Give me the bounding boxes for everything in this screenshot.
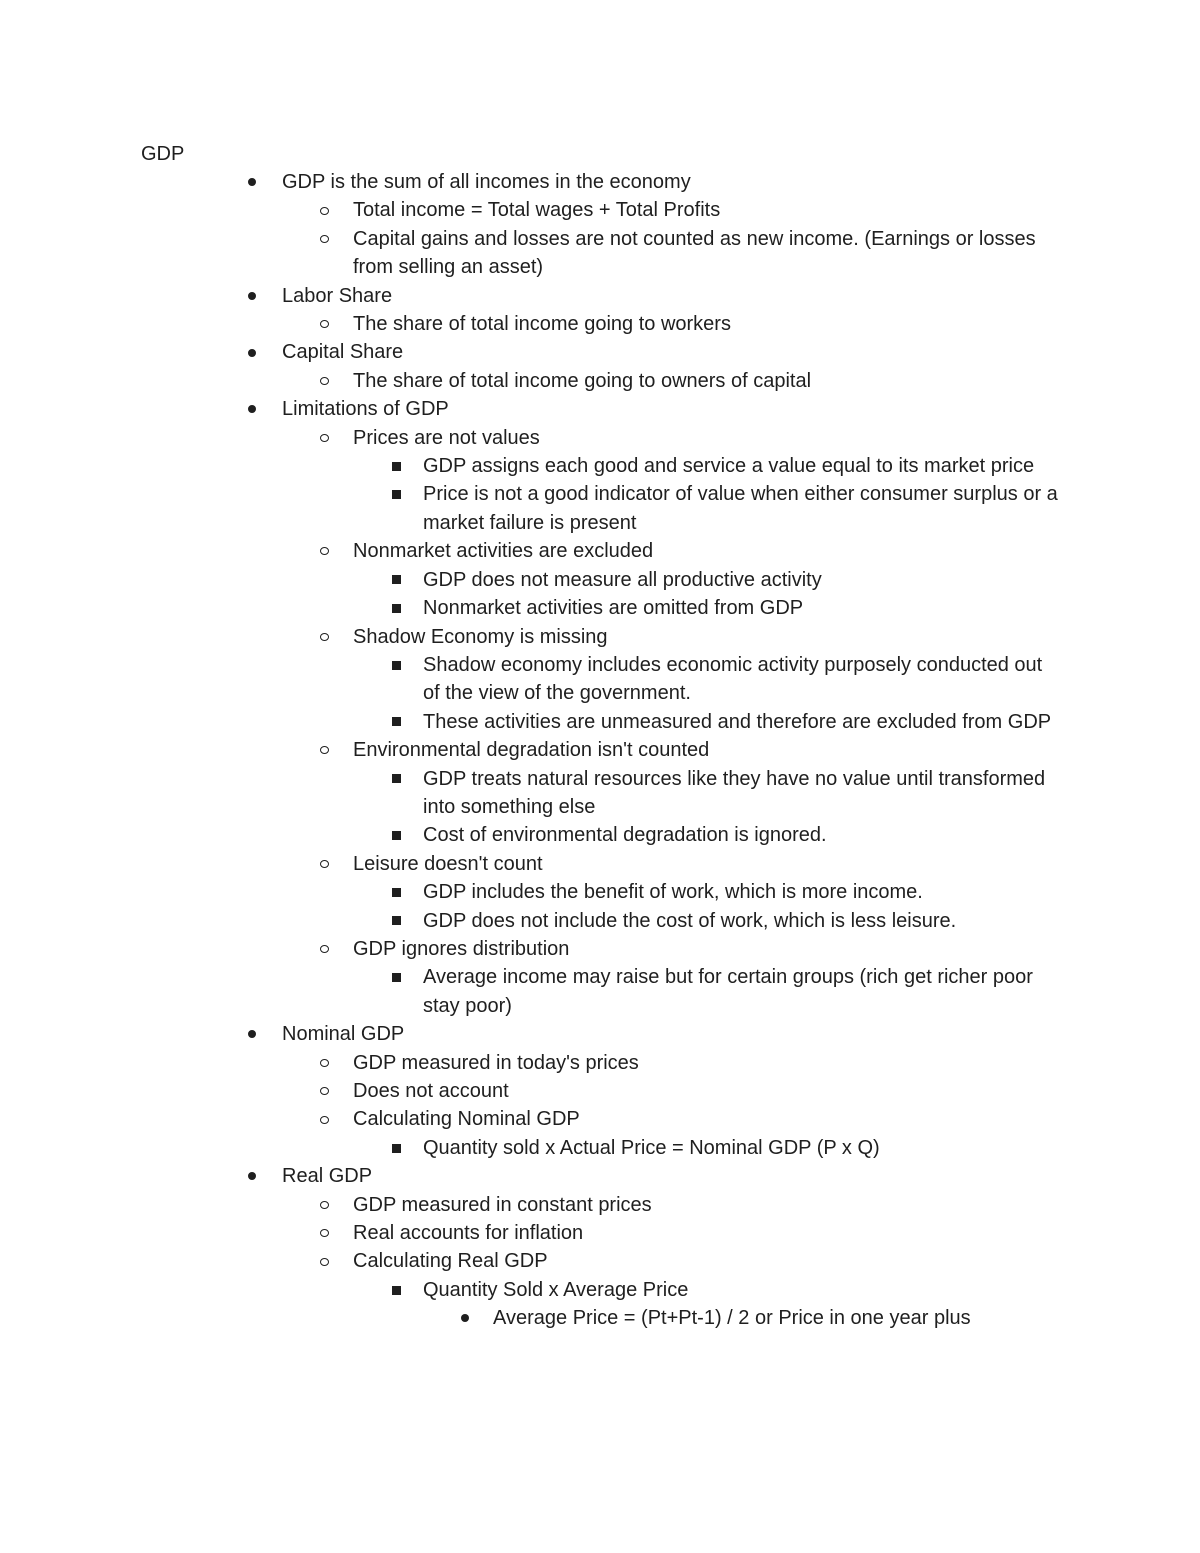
filled-square-bullet-icon bbox=[389, 480, 403, 508]
list-item bbox=[423, 1276, 1063, 1304]
list-item-text: GDP assigns each good and service a value equal to its market price bbox=[423, 455, 1035, 478]
hollow-circle-bullet-icon bbox=[317, 1219, 331, 1247]
document-title: GDP bbox=[141, 143, 185, 165]
hollow-circle-bullet-icon bbox=[317, 310, 331, 338]
list-item-text: GDP does not include the cost of work, which is less leisure. bbox=[423, 909, 957, 932]
list-item-text: GDP ignores distribution bbox=[353, 937, 570, 960]
list-item bbox=[423, 480, 1063, 537]
list-item bbox=[423, 708, 1063, 736]
hollow-circle-bullet-icon bbox=[317, 1077, 331, 1105]
list-item-text: Capital gains and losses are not counted as new income. (Earnings or losses from selling an asset) bbox=[353, 227, 1036, 279]
hollow-circle-bullet-icon bbox=[317, 736, 331, 764]
filled-square-bullet-icon bbox=[389, 765, 403, 793]
list-item-text: Nonmarket activities are excluded bbox=[353, 540, 654, 563]
list-item bbox=[423, 1134, 1063, 1162]
list-item-text: GDP does not measure all productive activity bbox=[423, 568, 822, 591]
hollow-circle-bullet-icon bbox=[317, 1247, 331, 1275]
list-item-text: Total income = Total wages + Total Profits bbox=[353, 199, 721, 222]
hollow-circle-bullet-icon bbox=[317, 1105, 331, 1133]
list-item bbox=[282, 395, 1042, 423]
filled-circle-bullet-icon bbox=[458, 1304, 472, 1332]
filled-square-bullet-icon bbox=[389, 452, 403, 480]
filled-square-bullet-icon bbox=[389, 1276, 403, 1304]
list-item-text: GDP is the sum of all incomes in the economy bbox=[282, 171, 691, 193]
list-item-text: The share of total income going to workers bbox=[353, 313, 731, 336]
list-item bbox=[353, 424, 1053, 452]
hollow-circle-bullet-icon bbox=[317, 424, 331, 452]
filled-circle-bullet-icon bbox=[245, 282, 259, 310]
list-item-text: Capital Share bbox=[282, 341, 404, 364]
list-item bbox=[353, 623, 1053, 651]
list-item bbox=[353, 310, 1053, 338]
filled-square-bullet-icon bbox=[389, 594, 403, 622]
list-item bbox=[353, 850, 1053, 878]
list-item bbox=[353, 736, 1053, 764]
filled-circle-bullet-icon bbox=[245, 395, 259, 423]
list-item bbox=[353, 1191, 1053, 1219]
list-item bbox=[353, 1247, 1053, 1275]
list-item-text: Shadow economy includes economic activity purposely conducted out of the view of the government. bbox=[423, 653, 1043, 705]
list-item bbox=[423, 566, 1063, 594]
list-item-text: GDP treats natural resources like they have no value until transformed into something else bbox=[423, 767, 1046, 818]
list-item bbox=[423, 594, 1063, 622]
hollow-circle-bullet-icon bbox=[317, 850, 331, 878]
list-item-text: Price is not a good indicator of value when either consumer surplus or a market failure is present bbox=[423, 483, 1058, 534]
list-item-text: The share of total income going to owners of capital bbox=[353, 369, 812, 392]
filled-square-bullet-icon bbox=[389, 907, 403, 935]
list-item bbox=[423, 821, 1063, 849]
list-item-text: Shadow Economy is missing bbox=[353, 625, 608, 648]
list-item-text: Nominal GDP bbox=[282, 1023, 405, 1046]
list-item-text: Average Price = (Pt+Pt-1) / 2 or Price in one year plus bbox=[493, 1307, 971, 1330]
list-item-text: Cost of environmental degradation is ignored. bbox=[423, 824, 827, 847]
list-item bbox=[353, 196, 1053, 224]
list-item-text: Quantity sold x Actual Price = Nominal GDP (P x Q) bbox=[423, 1136, 880, 1159]
list-item bbox=[423, 765, 1063, 822]
list-item-text: Environmental degradation isn't counted bbox=[353, 739, 710, 762]
filled-square-bullet-icon bbox=[389, 821, 403, 849]
filled-circle-bullet-icon bbox=[245, 338, 259, 366]
list-item-text: Real accounts for inflation bbox=[353, 1222, 584, 1245]
list-item bbox=[282, 1162, 1042, 1190]
hollow-circle-bullet-icon bbox=[317, 196, 331, 224]
list-item-text: Limitations of GDP bbox=[282, 398, 449, 421]
list-item-text: Calculating Real GDP bbox=[353, 1250, 548, 1273]
hollow-circle-bullet-icon bbox=[317, 935, 331, 963]
list-item-text: Does not account bbox=[353, 1080, 509, 1102]
list-item bbox=[353, 225, 1053, 282]
hollow-circle-bullet-icon bbox=[317, 537, 331, 565]
list-item-text: Calculating Nominal GDP bbox=[353, 1108, 580, 1131]
bullet-outline bbox=[0, 168, 1200, 1333]
list-item-text: GDP measured in today's prices bbox=[353, 1051, 639, 1074]
filled-square-bullet-icon bbox=[389, 963, 403, 991]
list-item bbox=[353, 1049, 1053, 1077]
filled-square-bullet-icon bbox=[389, 1134, 403, 1162]
filled-square-bullet-icon bbox=[389, 566, 403, 594]
list-item bbox=[493, 1304, 1073, 1332]
filled-square-bullet-icon bbox=[389, 651, 403, 679]
hollow-circle-bullet-icon bbox=[317, 1049, 331, 1077]
list-item bbox=[353, 537, 1053, 565]
list-item bbox=[282, 338, 1042, 366]
hollow-circle-bullet-icon bbox=[317, 367, 331, 395]
filled-circle-bullet-icon bbox=[245, 168, 259, 196]
filled-square-bullet-icon bbox=[389, 708, 403, 736]
filled-circle-bullet-icon bbox=[245, 1162, 259, 1190]
list-item-text: Average income may raise but for certain groups (rich get richer poor stay poor) bbox=[423, 966, 1033, 1017]
list-item-text: Labor Share bbox=[282, 284, 393, 307]
list-item-text: Prices are not values bbox=[353, 426, 540, 449]
list-item bbox=[423, 907, 1063, 935]
list-item-text: Quantity Sold x Average Price bbox=[423, 1278, 689, 1301]
list-item-text: Leisure doesn't count bbox=[353, 852, 543, 875]
list-item bbox=[423, 452, 1063, 480]
list-item-text: Nonmarket activities are omitted from GDP bbox=[423, 597, 804, 620]
list-item bbox=[353, 1077, 1053, 1105]
filled-circle-bullet-icon bbox=[245, 1020, 259, 1048]
hollow-circle-bullet-icon bbox=[317, 1191, 331, 1219]
list-item bbox=[353, 1219, 1053, 1247]
list-item bbox=[282, 282, 1042, 310]
list-item-text: These activities are unmeasured and therefore are excluded from GDP bbox=[423, 710, 1052, 733]
filled-square-bullet-icon bbox=[389, 878, 403, 906]
hollow-circle-bullet-icon bbox=[317, 225, 331, 253]
list-item bbox=[282, 1020, 1042, 1048]
list-item-text: GDP includes the benefit of work, which is more income. bbox=[423, 881, 923, 904]
list-item bbox=[353, 1105, 1053, 1133]
list-item bbox=[423, 878, 1063, 906]
list-item bbox=[282, 168, 1042, 196]
list-item-text: GDP measured in constant prices bbox=[353, 1193, 652, 1216]
list-item bbox=[353, 367, 1053, 395]
list-item-text: Real GDP bbox=[282, 1165, 373, 1188]
list-item bbox=[423, 651, 1063, 708]
list-item bbox=[423, 963, 1063, 1020]
list-item bbox=[353, 935, 1053, 963]
hollow-circle-bullet-icon bbox=[317, 623, 331, 651]
